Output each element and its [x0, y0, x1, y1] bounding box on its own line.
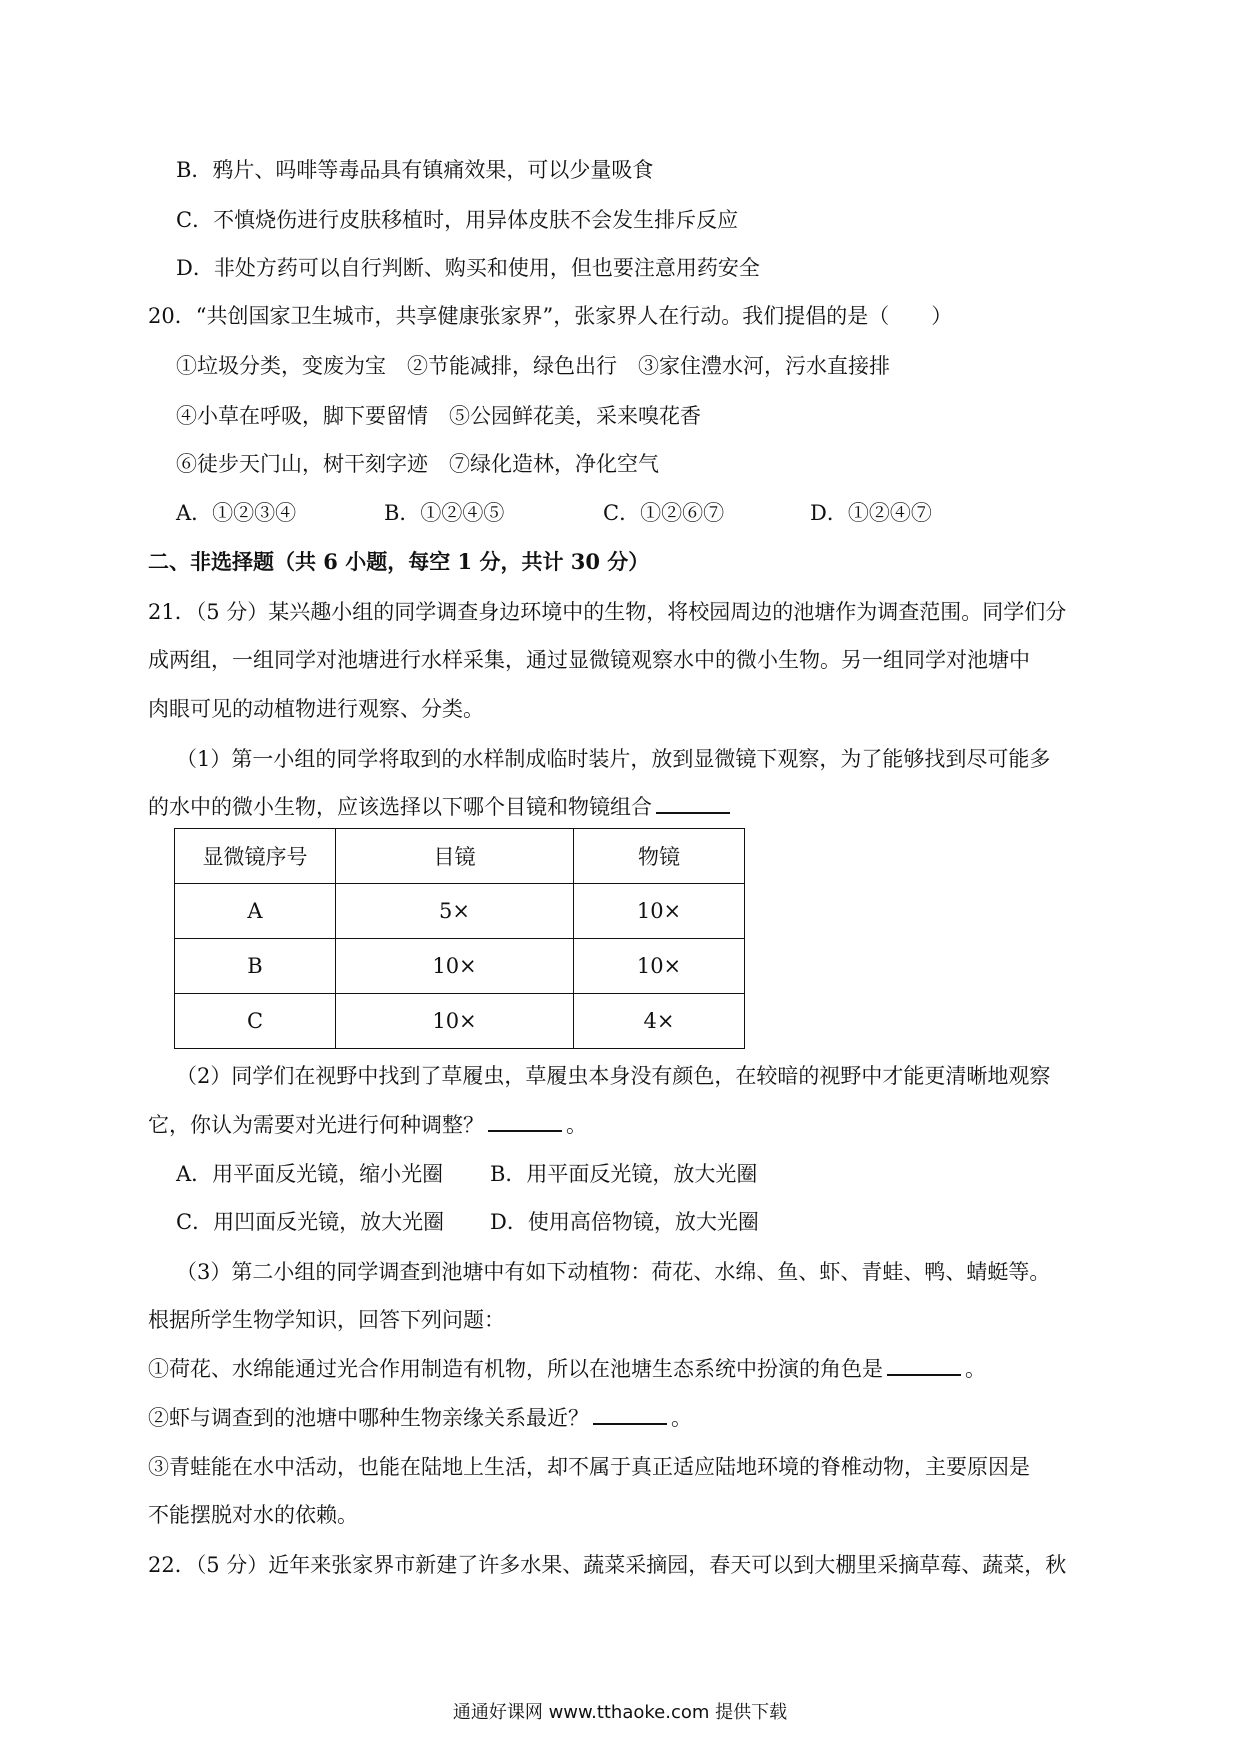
q21-p3-ii — [148, 1403, 692, 1433]
answer-blank — [656, 792, 730, 814]
q21-p2-text: 它，你认为需要对光进行何种调整？ — [148, 1113, 484, 1137]
q20-items-line1: ①垃圾分类，变废为宝 ②节能减排，绿色出行 ③家住澧水河，污水直接排 — [176, 354, 890, 378]
q20-stem: 20．“共创国家卫生城市，共享健康张家界”，张家界人在行动。我们提倡的是（ ） — [148, 304, 953, 328]
table-cell: B — [175, 939, 336, 994]
footer-watermark: 通通好课网 www.tthaoke.com 提供下载 — [452, 1702, 788, 1723]
table-cell: 10× — [336, 994, 574, 1049]
table-cell: C — [175, 994, 336, 1049]
table-row — [175, 939, 745, 994]
q21-p2-option-a: A．用平面反光镜，缩小光圈 — [176, 1162, 444, 1186]
q22-stem-line1: 22．（5 分）近年来张家界市新建了许多水果、蔬菜采摘园，春天可以到大棚里采摘草莓、蔬菜，秋 — [148, 1553, 1067, 1577]
q21-p2-option-b: B．用平面反光镜，放大光圈 — [490, 1162, 758, 1186]
q20-option-b: B．①②④⑤ — [384, 501, 505, 525]
q21-p3-ii-end: 。 — [671, 1406, 692, 1430]
q21-p3-line1: （3）第二小组的同学调查到池塘中有如下动植物：荷花、水绵、鱼、虾、青蛙、鸭、蜻蜓等。 — [176, 1260, 1051, 1284]
q21-stem-line2: 成两组，一组同学对池塘进行水样采集，通过显微镜观察水中的微小生物。另一组同学对池塘中 — [148, 648, 1030, 672]
q20-option-d: D．①②④⑦ — [810, 501, 932, 525]
table-row — [175, 884, 745, 939]
q21-p2-line2 — [148, 1110, 587, 1140]
table-header-row — [175, 829, 745, 884]
q21-p2-option-c: C．用凹面反光镜，放大光圈 — [176, 1210, 445, 1234]
q21-p1-text: 的水中的微小生物，应该选择以下哪个目镜和物镜组合 — [148, 795, 652, 819]
q20-option-c: C．①②⑥⑦ — [603, 501, 725, 525]
q21-p3-iii-line2: 不能摆脱对水的依赖。 — [148, 1503, 358, 1527]
table-header-cell: 目镜 — [336, 829, 574, 884]
table-cell: 10× — [574, 939, 745, 994]
table-row — [175, 994, 745, 1049]
table-cell: 5× — [336, 884, 574, 939]
q21-p1-line2 — [148, 792, 734, 822]
q21-p3-i-text: ①荷花、水绵能通过光合作用制造有机物，所以在池塘生态系统中扮演的角色是 — [148, 1357, 883, 1381]
q20-items-line3: ⑥徒步天门山，树干刻字迹 ⑦绿化造林，净化空气 — [176, 452, 659, 476]
q19-option-c: C．不慎烧伤进行皮肤移植时，用异体皮肤不会发生排斥反应 — [176, 208, 739, 232]
q21-p2-end: 。 — [566, 1113, 587, 1137]
microscope-table — [174, 828, 745, 1049]
answer-blank — [488, 1110, 562, 1132]
q20-option-a: A．①②③④ — [176, 501, 297, 525]
section-heading: 二、非选择题（共 6 小题，每空 1 分，共计 30 分） — [148, 549, 650, 574]
table-cell: 10× — [574, 884, 745, 939]
q21-p1-line1: （1）第一小组的同学将取到的水样制成临时装片，放到显微镜下观察，为了能够找到尽可能多 — [176, 747, 1051, 771]
q21-stem-line3: 肉眼可见的动植物进行观察、分类。 — [148, 697, 484, 721]
q19-option-b: B．鸦片、吗啡等毒品具有镇痛效果，可以少量吸食 — [176, 158, 654, 182]
q21-p3-iii-line1: ③青蛙能在水中活动，也能在陆地上生活，却不属于真正适应陆地环境的脊椎动物，主要原因是 — [148, 1455, 1030, 1479]
q21-stem-line1: 21．（5 分）某兴趣小组的同学调查身边环境中的生物，将校园周边的池塘作为调查范围。同学们分 — [148, 600, 1067, 624]
table-cell: 4× — [574, 994, 745, 1049]
q21-p2-line1: （2）同学们在视野中找到了草履虫，草履虫本身没有颜色，在较暗的视野中才能更清晰地观察 — [176, 1064, 1051, 1088]
q21-p3-line2: 根据所学生物学知识，回答下列问题： — [148, 1308, 505, 1332]
q19-option-d: D．非处方药可以自行判断、购买和使用，但也要注意用药安全 — [176, 256, 760, 280]
table-header-cell: 显微镜序号 — [175, 829, 336, 884]
table-header-cell: 物镜 — [574, 829, 745, 884]
table-cell: 10× — [336, 939, 574, 994]
q21-p3-i-end: 。 — [965, 1357, 986, 1381]
q20-items-line2: ④小草在呼吸，脚下要留情 ⑤公园鲜花美，采来嗅花香 — [176, 404, 701, 428]
answer-blank — [593, 1403, 667, 1425]
table-cell: A — [175, 884, 336, 939]
answer-blank — [887, 1354, 961, 1376]
q21-p3-ii-text: ②虾与调查到的池塘中哪种生物亲缘关系最近？ — [148, 1406, 589, 1430]
q21-p3-i — [148, 1354, 986, 1384]
q21-p2-option-d: D．使用高倍物镜，放大光圈 — [490, 1210, 759, 1234]
